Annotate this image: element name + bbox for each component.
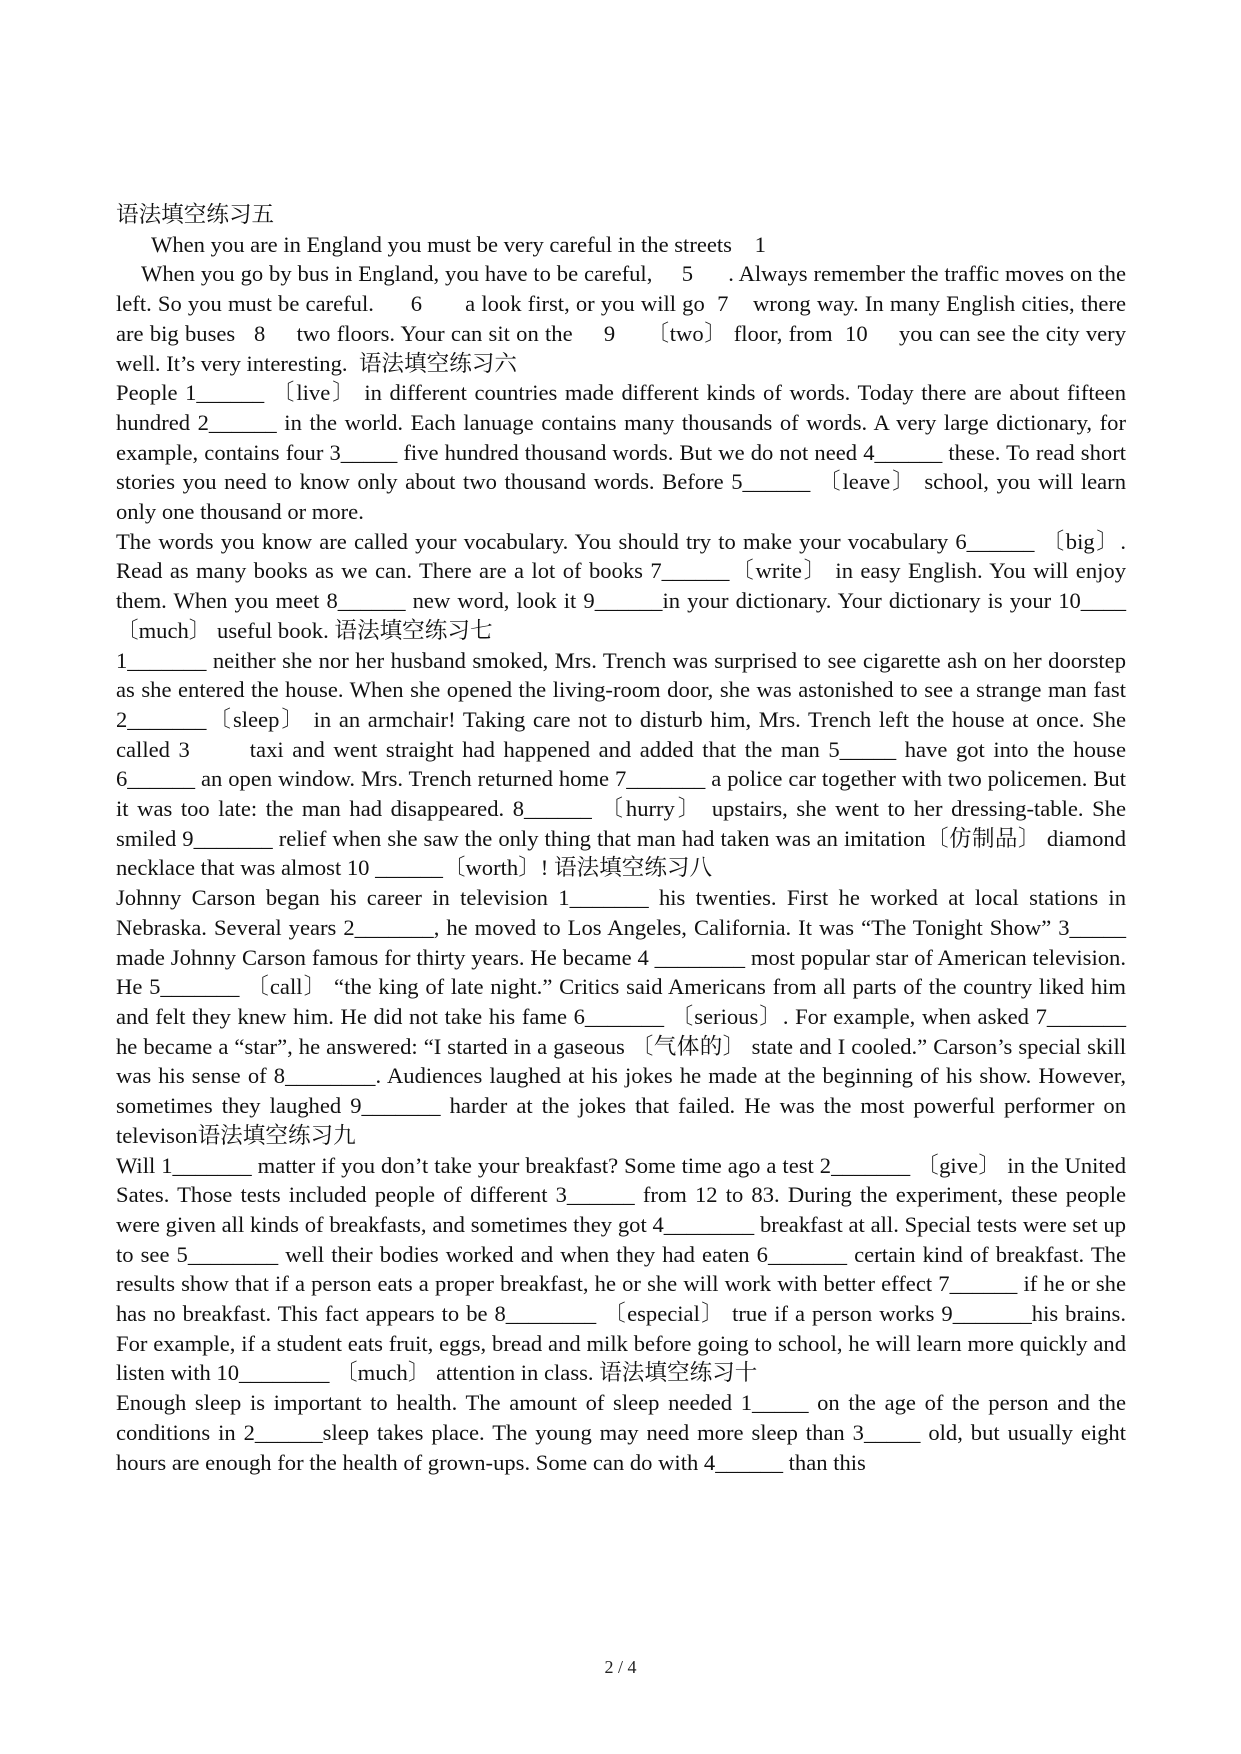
paragraph: Will 1_______ matter if you don’t take your breakfast? Some time ago a test 2_______ 〔give〕 in the United Sates. Those tests included people of different 3______ from 12 to 83. During the experiment, these people were given all kinds of breakfasts, and sometimes they got 4________ breakfast at all. Special tests were set up to see 5________ well their bodies worked and when they had eaten 6_______ certain kind of breakfast. The results show that if a person eats a proper breakfast, he or she will work with better effect 7______ if he or she has no breakfast. This fact appears to be 8________ 〔especial〕 true if a person works 9_______his brains. For example, if a student eats fruit, eggs, bread and milk before going to school, he will learn more quickly and listen with 10________ 〔much〕 attention in class. 语法填空练习十 (116, 1152, 1126, 1386)
page-number: 2 / 4 (604, 1657, 637, 1677)
paragraph: The words you know are called your vocabulary. You should try to make your vocabulary 6______ 〔big〕. Read as many books as we can. There are a lot of books 7______〔write〕 in easy English. You will enjoy them. When you meet 8______ new word, look it 9______in your dictionary. Your dictionary is your 10____ 〔much〕 useful book. 语法填空练习七 (116, 528, 1126, 643)
paragraph: 1_______ neither she nor her husband smoked, Mrs. Trench was surprised to see cigarette ash on her doorstep as she entered the house. When she opened the living-room door, she was astonished to see a strange man fast 2_______〔sleep〕 in an armchair! Taking care not to disturb him, Mrs. Trench left the house at once. She called 3 taxi and went straight had happened and added that the man 5_____ have got into the house 6______ an open window. Mrs. Trench returned home 7_______ a police car together with two policemen. But it was too late: the man had disappeared. 8______ 〔hurry〕 upstairs, she went to her dressing-table. She smiled 9_______ relief when she saw the only thing that man had taken was an imitation〔仿制品〕 diamond necklace that was almost 10 ______〔worth〕! 语法填空练习八 (116, 647, 1132, 881)
paragraph: When you are in England you must be very careful in the streets 1 (151, 231, 766, 257)
paragraph: When you go by bus in England, you have to be careful, 5 . Always remember the traffic moves on the left. So you must be careful. 6 a look first, or you will go 7 wrong way. In many English cities, there are big buses 8 two floors. Your can sit on the 9 〔two〕 floor, from 10 you can see the city very well. It’s very interesting. 语法填空练习六 (116, 261, 1132, 376)
paragraph: People 1______ 〔live〕 in different countries made different kinds of words. Today there are about fifteen hundred 2______ in the world. Each lanuage contains many thousands of words. A very large dictionary, for example, contains four 3_____ five hundred thousand words. But we do not need 4______ these. To read short stories you need to know only about two thousand words. Before 5______ 〔leave〕 school, you will learn only one thousand or more. (116, 380, 1126, 525)
paragraph: Johnny Carson began his career in television 1_______ his twenties. First he worked at local stations in Nebraska. Several years 2_______, he moved to Los Angeles, California. It was “The Tonight Show” 3_____ made Johnny Carson famous for thirty years. He became 4 ________ most popular star of American television. He 5_______ 〔call〕 “the king of late night.” Critics said Americans from all parts of the country liked him and felt they knew him. He did not take his fame 6_______ 〔serious〕. For example, when asked 7_______ he became a “star”, he answered: “I started in a gaseous 〔气体的〕 state and I cooled.” Carson’s special skill was his sense of 8________. Audiences laughed at his jokes he made at the beginning of his show. However, sometimes they laughed 9_______ harder at the jokes that failed. He was the most powerful performer on televison语法填空练习九 (116, 885, 1126, 1148)
document-page (116, 200, 1132, 1477)
section-heading: 语法填空练习五 (116, 202, 275, 227)
paragraph: Enough sleep is important to health. The amount of sleep needed 1_____ on the age of the person and the conditions in 2______sleep takes place. The young may need more sleep than 3_____ old, but usually eight hours are enough for the health of grown-ups. Some can do with 4______ than this (116, 1390, 1126, 1475)
